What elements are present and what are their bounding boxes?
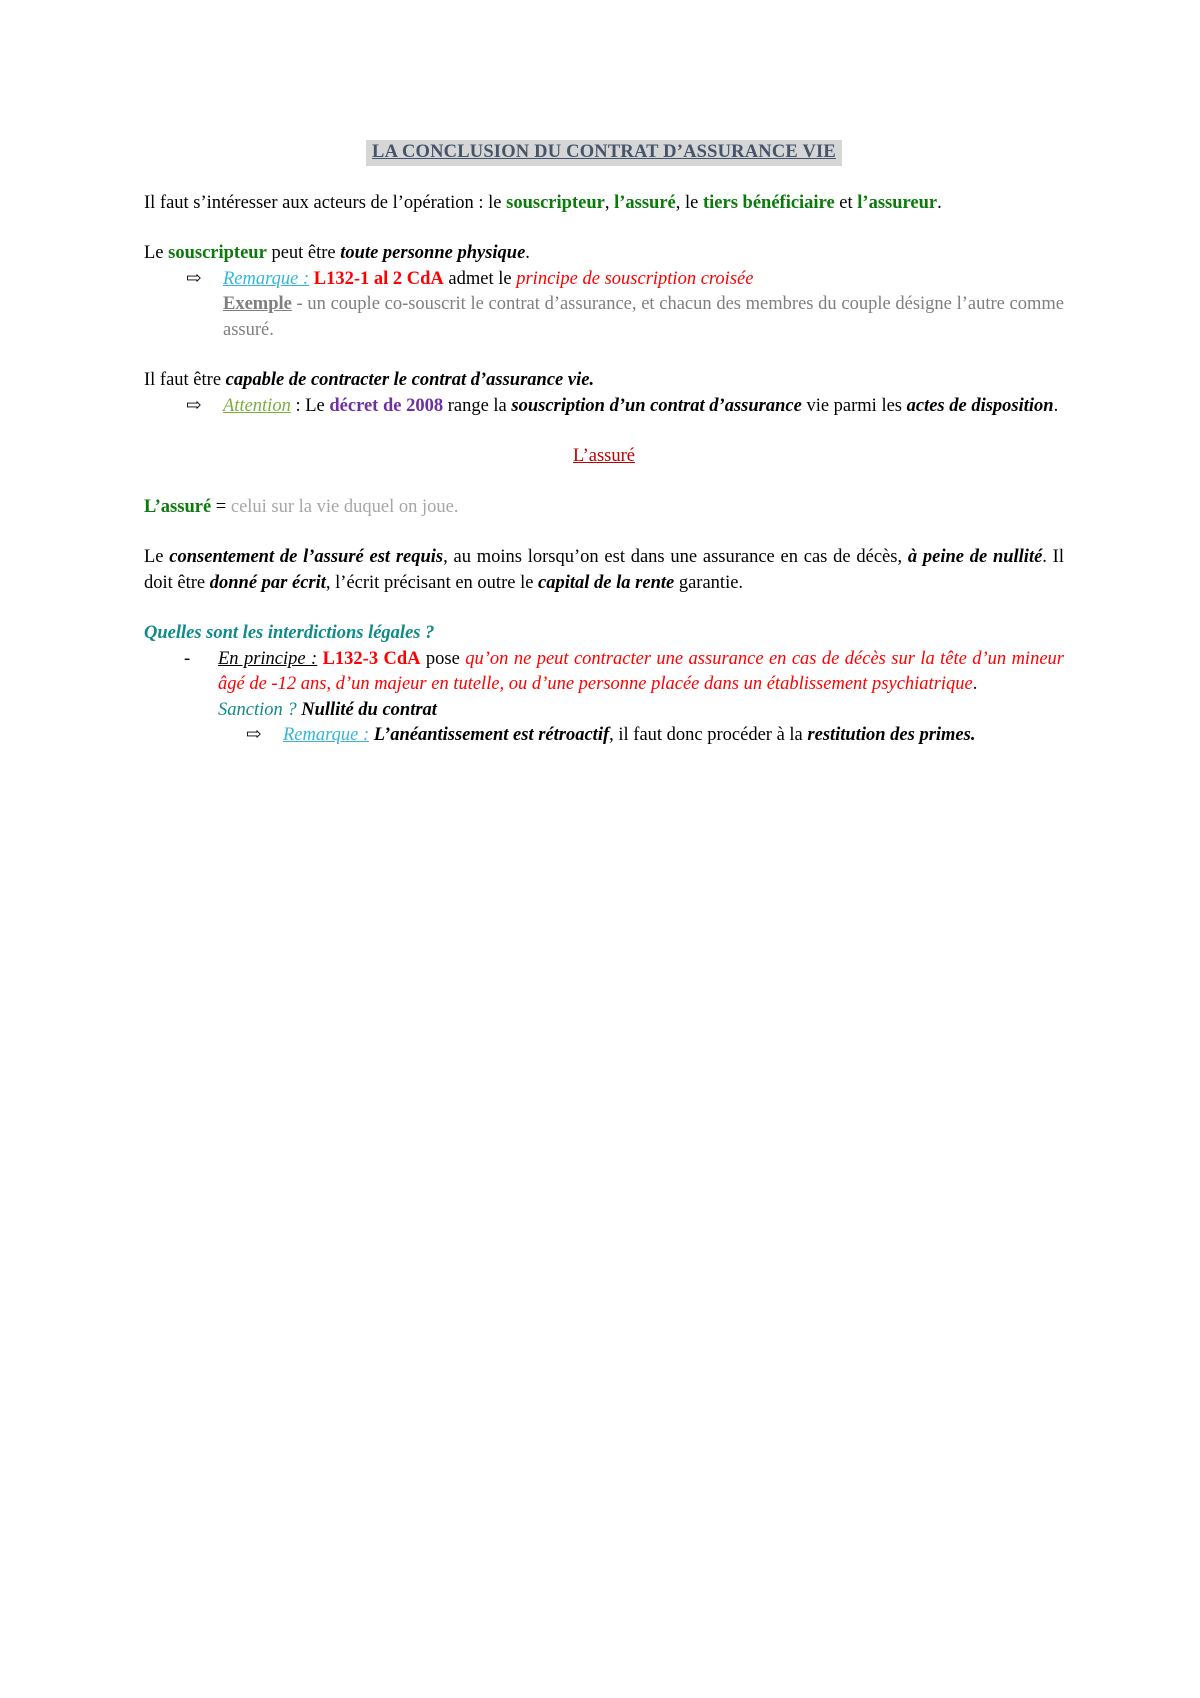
souscripteur-text-1: Le: [144, 243, 169, 263]
arrow-right-icon: ⇨: [246, 725, 262, 745]
attention-emphasis-2: actes de disposition: [906, 395, 1054, 416]
remark-label: Remarque :: [223, 268, 310, 289]
principe-label: En principe :: [218, 648, 318, 669]
capacite-paragraph: [144, 368, 1064, 394]
intro-keyword-tiers-beneficiaire: tiers bénéficiaire: [702, 192, 835, 213]
intro-keyword-assure: l’assuré: [614, 192, 676, 213]
page-title: LA CONCLUSION DU CONTRAT D’ASSURANCE VIE: [366, 140, 842, 166]
remark-emphasis-1: L’anéantissement est rétroactif: [369, 725, 610, 745]
capacite-emphasis: capable de contracter le contrat d’assurance vie.: [225, 370, 595, 390]
document-body: [144, 140, 1064, 749]
intro-text-4: et: [834, 192, 858, 213]
consentement-text-2: , au moins lorsqu’on est dans une assurance en cas de décès,: [443, 547, 908, 567]
souscripteur-paragraph: [144, 241, 1064, 267]
consentement-text-5: garantie.: [674, 572, 744, 593]
souscripteur-emphasis: toute personne physique: [340, 243, 526, 263]
attention-label: Attention: [223, 395, 291, 416]
remark-text: admet le: [443, 268, 517, 289]
remark-principle: principe de souscription croisée: [516, 268, 754, 289]
intro-paragraph: [144, 191, 1064, 217]
intro-text-2: ,: [604, 192, 615, 213]
consentement-text-4: , l’écrit précisant en outre le: [325, 572, 539, 593]
sanction-line: [144, 698, 1064, 724]
intro-text-1: Il faut s’intéresser aux acteurs de l’opération : le: [144, 192, 507, 213]
remark-legal-ref: L132-1 al 2 CdA: [309, 268, 444, 289]
consentement-emphasis-3: donné par écrit: [209, 572, 326, 593]
remark-label: Remarque :: [283, 725, 370, 745]
principe-text-1: pose: [420, 648, 466, 669]
consentement-text-1: Le: [144, 547, 170, 567]
principe-text: qu’on ne peut contracter une assurance en cas de décès sur la tête d’un mineur âgé de -12 ans, d’un majeur en tutelle, ou d’une personne placée dans un établissement psychiatrique: [218, 648, 1064, 694]
souscripteur-remark-item: [144, 267, 1064, 344]
section-heading-assure: L’assuré: [573, 446, 635, 466]
sanction-label: Sanction ?: [218, 699, 302, 720]
title-line: [144, 140, 1064, 166]
principe-text-2: .: [972, 674, 978, 694]
arrow-right-icon: ⇨: [186, 268, 202, 289]
intro-keyword-assureur: l’assureur: [857, 192, 938, 213]
sanction-value: Nullité du contrat: [301, 699, 437, 720]
section-heading-line: [144, 444, 1064, 470]
consentement-emphasis-1: consentement de l’assuré est requis: [169, 547, 444, 567]
attention-item: [144, 394, 1064, 420]
attention-text-2: range la: [443, 395, 512, 416]
example-block: [223, 292, 1064, 343]
principe-item: [144, 647, 1064, 698]
example-label: Exemple: [223, 294, 292, 314]
souscripteur-keyword: souscripteur: [168, 243, 267, 263]
definition-text: celui sur la vie duquel on joue.: [230, 496, 459, 517]
intro-text-3: , le: [675, 192, 703, 213]
retroactif-remark-item: [144, 723, 1064, 749]
remark-emphasis-2: restitution des primes.: [807, 725, 976, 745]
intro-text-5: .: [937, 192, 942, 213]
souscripteur-text-2: peut être: [266, 243, 341, 263]
example-text: - un couple co-souscrit le contrat d’assurance, et chacun des membres du couple désigne l’autre comme assuré.: [223, 294, 1064, 340]
consentement-emphasis-4: capital de la rente: [538, 572, 675, 593]
intro-keyword-souscripteur: souscripteur: [506, 192, 605, 213]
interdictions-question: Quelles sont les interdictions légales ?: [144, 623, 435, 643]
attention-text-3: vie parmi les: [801, 395, 907, 416]
souscripteur-text-3: .: [525, 243, 530, 263]
remark-text: , il faut donc procéder à la: [609, 725, 808, 745]
dash-bullet: -: [184, 648, 191, 669]
principe-legal-ref: L132-3 CdA: [317, 648, 421, 669]
attention-decret: décret de 2008: [329, 395, 444, 416]
definition-paragraph: [144, 495, 1064, 521]
capacite-text-1: Il faut être: [144, 370, 226, 390]
arrow-right-icon: ⇨: [186, 395, 202, 416]
consentement-paragraph: [144, 545, 1064, 596]
consentement-text-3: . Il doit être: [144, 547, 1064, 593]
attention-text-4: .: [1053, 395, 1059, 416]
attention-emphasis-1: souscription d’un contrat d’assurance: [511, 395, 802, 416]
attention-text-1: : Le: [290, 395, 330, 416]
consentement-emphasis-2: à peine de nullité: [907, 547, 1043, 567]
definition-term: L’assuré: [144, 496, 212, 517]
definition-equals: =: [211, 496, 231, 517]
